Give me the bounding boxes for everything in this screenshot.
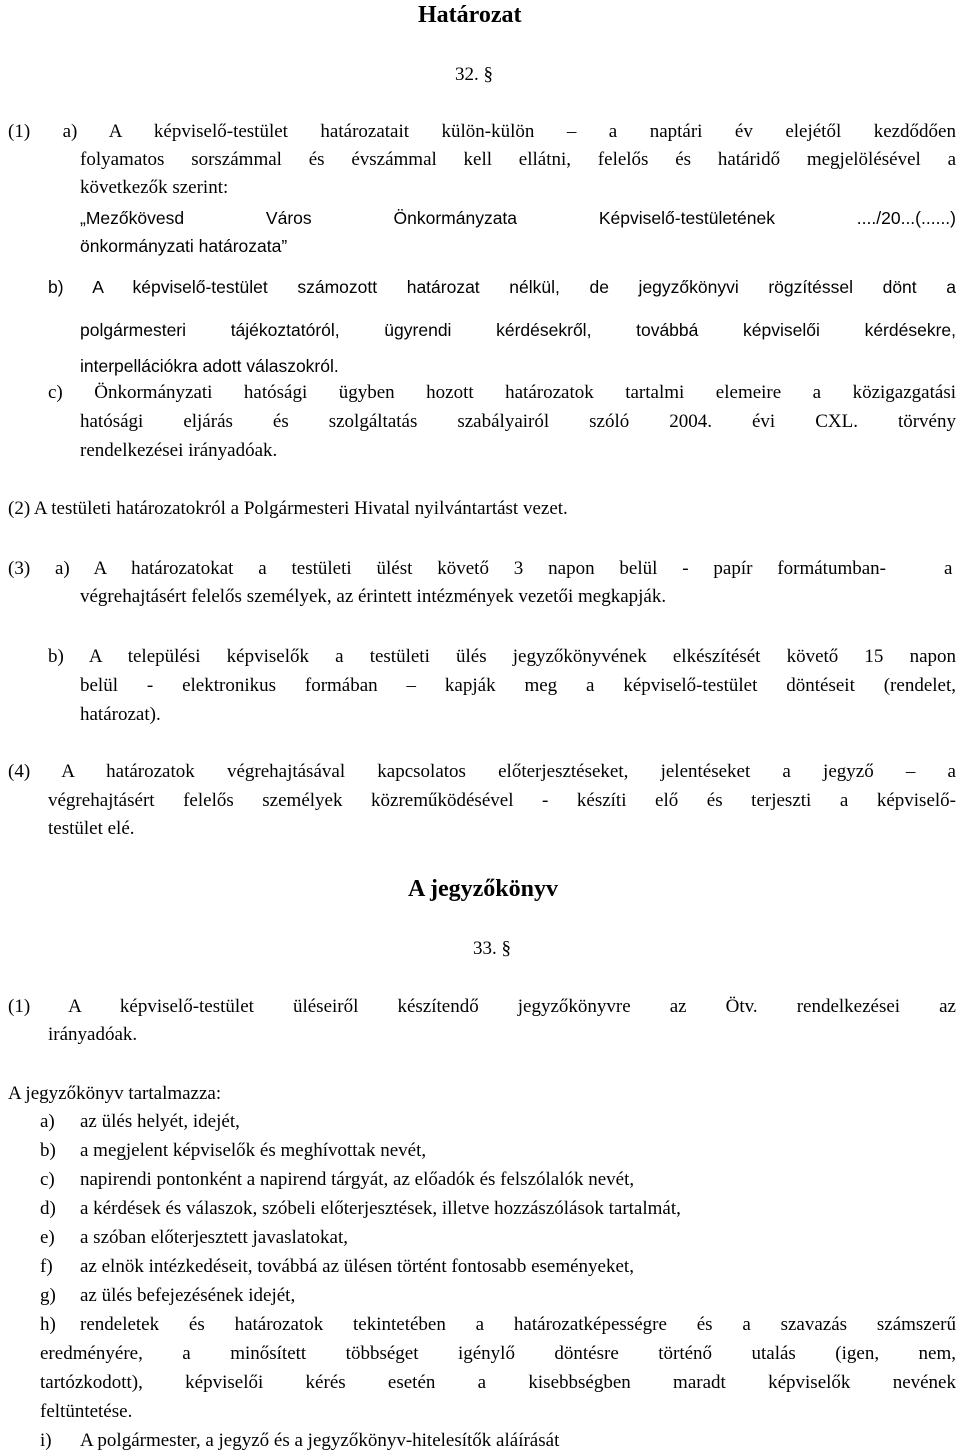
para-1b-line-1: b) A képviselő-testület számozott határozat nélkül, de jegyzőkönyvi rögzítéssel dönt a bbox=[48, 277, 956, 297]
list-item-h-line-1: rendeletek és határozatok tekintetében a határozatképességre és a szavazás számszerű bbox=[80, 1314, 956, 1335]
para-2: (2) A testületi határozatokról a Polgármesteri Hivatal nyilvántartást vezet. bbox=[8, 498, 568, 519]
para-1b-line-3: interpellációkra adott válaszokról. bbox=[80, 356, 339, 376]
list-item-h-label: h) bbox=[40, 1314, 56, 1335]
list-item-h-line-2: eredményére, a minősített többséget igénylő döntésre történő utalás (igen, nem, bbox=[40, 1343, 956, 1364]
list-item-label: e) bbox=[40, 1227, 55, 1248]
list-item-text: az ülés helyét, idejét, bbox=[80, 1111, 240, 1132]
list-intro: A jegyzőkönyv tartalmazza: bbox=[8, 1083, 222, 1104]
list-item-text: a szóban előterjesztett javaslatokat, bbox=[80, 1227, 348, 1248]
list-item-text: a megjelent képviselők és meghívottak nevét, bbox=[80, 1140, 427, 1161]
resolution-formula-line-1: „Mezőkövesd Város Önkormányzata Képviselő-testületének ..../20...(......) bbox=[80, 208, 956, 228]
list-item-h-line-4: feltüntetése. bbox=[40, 1401, 133, 1422]
list-item-i-label: i) bbox=[40, 1430, 52, 1451]
list-item-label: c) bbox=[40, 1169, 55, 1190]
para-3b-line-1: b) A települési képviselők a testületi ülés jegyzőkönyvének elkészítését követő 15 napon bbox=[48, 646, 956, 667]
para-4-line-2: végrehajtásért felelős személyek közreműködésével - készíti elő és terjeszti a képviselő- bbox=[48, 790, 956, 811]
para-4-line-1: (4) A határozatok végrehajtásával kapcsolatos előterjesztéseket, jelentéseket a jegyző – a bbox=[8, 761, 956, 782]
resolution-formula-line-2: önkormányzati határozata” bbox=[80, 236, 288, 256]
list-item-label: f) bbox=[40, 1256, 53, 1277]
para-3a-line-1-end: a bbox=[944, 558, 953, 579]
para-3a-line-2: végrehajtásért felelős személyek, az érintett intézmények vezetői megkapják. bbox=[80, 586, 667, 607]
list-item-label: a) bbox=[40, 1111, 55, 1132]
section-heading-jegyzokonyv: A jegyzőkönyv bbox=[408, 876, 558, 902]
list-item-label: d) bbox=[40, 1198, 56, 1219]
para-3a-line-1: (3) a) A határozatokat a testületi ülést követő 3 napon belül - papír formátumban- bbox=[8, 558, 886, 579]
list-item-text: napirendi pontonként a napirend tárgyát, az előadók és felszólalók nevét, bbox=[80, 1169, 635, 1190]
para-33-1-line-1: (1) A képviselő-testület üléseiről készítendő jegyzőkönyvre az Ötv. rendelkezései az bbox=[8, 996, 956, 1017]
para-3b-line-3: határozat). bbox=[80, 704, 161, 725]
para-1c-line-2: hatósági eljárás és szolgáltatás szabályairól szóló 2004. évi CXL. törvény bbox=[80, 411, 956, 432]
list-item-label: g) bbox=[40, 1285, 56, 1306]
para-1a-line-2: folyamatos sorszámmal és évszámmal kell ellátni, felelős és határidő megjelölésével a bbox=[80, 149, 956, 170]
para-3b-line-2: belül - elektronikus formában – kapják meg a képviselő-testület döntéseit (rendelet, bbox=[80, 675, 956, 696]
para-1a-line-1: (1) a) A képviselő-testület határozatait külön-külön – a naptári év elejétől kezdődően bbox=[8, 121, 956, 142]
para-1c-line-3: rendelkezései irányadóak. bbox=[80, 440, 278, 461]
para-4-line-3: testület elé. bbox=[48, 818, 135, 839]
list-item-text: az ülés befejezésének idejét, bbox=[80, 1285, 296, 1306]
para-1a-line-3: következők szerint: bbox=[80, 177, 229, 198]
para-1c-line-1: c) Önkormányzati hatósági ügyben hozott határozatok tartalmi elemeire a közigazgatási bbox=[48, 382, 956, 403]
list-item-label: b) bbox=[40, 1140, 56, 1161]
list-item-text: az elnök intézkedéseit, továbbá az ülésen történt fontosabb eseményeket, bbox=[80, 1256, 634, 1277]
section-number-33: 33. § bbox=[473, 938, 511, 959]
section-heading-hatarozat: Határozat bbox=[418, 2, 522, 28]
para-1b-line-2: polgármesteri tájékoztatóról, ügyrendi kérdésekről, továbbá képviselői kérdésekre, bbox=[80, 320, 956, 340]
list-item-text: a kérdések és válaszok, szóbeli előterjesztések, illetve hozzászólások tartalmát, bbox=[80, 1198, 681, 1219]
para-33-1-line-2: irányadóak. bbox=[48, 1024, 138, 1045]
list-item-h-line-3: tartózkodott), képviselői kérés esetén a kisebbségben maradt képviselők nevének bbox=[40, 1372, 956, 1393]
section-number-32: 32. § bbox=[455, 64, 493, 85]
list-item-i-text: A polgármester, a jegyző és a jegyzőkönyv-hitelesítők aláírását bbox=[80, 1430, 560, 1451]
